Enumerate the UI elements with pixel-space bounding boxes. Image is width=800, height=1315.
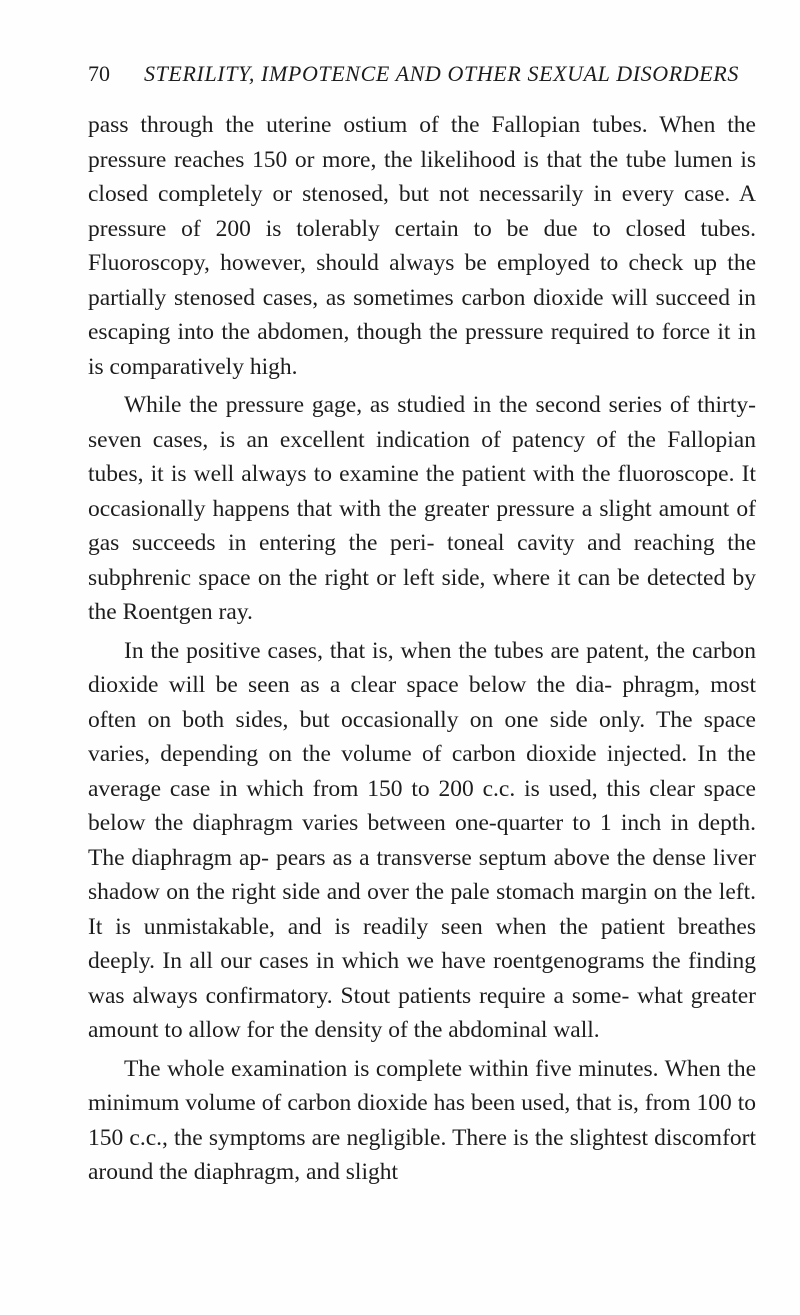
paragraph: The whole examination is complete within five minutes. When the minimum volume of carbon dioxide has been used, that is, from 100 to 150 c.c., the symptoms are negligible. There is the slightest discomfort around the diaphragm, and slight <box>88 1055 756 1185</box>
running-title: STERILITY, IMPOTENCE AND OTHER SEXUAL DISORDERS <box>144 61 739 86</box>
body-text <box>88 108 756 1190</box>
running-head <box>88 58 739 90</box>
page-number: 70 <box>88 61 110 86</box>
paragraph: While the pressure gage, as studied in the second series of thirty-seven cases, is an excellent indication of patency of the Fallopian tubes, it is well always to examine the patient with the fluoroscope. It occasionally happens that with the greater pressure a slight amount of gas succeeds in entering the peri- toneal cavity and reaching the subphrenic space on the right or left side, where it can be detected by the Roentgen ray. <box>88 392 756 625</box>
paragraph: In the positive cases, that is, when the tubes are patent, the carbon dioxide will be seen as a clear space below the dia- phragm, most often on both sides, but occasionally on one side only. The space varies, depending on the volume of carbon dioxide injected. In the average case in which from 150 to 200 c.c. is used, this clear space below the diaphragm varies between one-quarter to 1 inch in depth. The diaphragm ap- pears as a transverse septum above the dense liver shadow on the right side and over the pale stomach margin on the left. It is unmistakable, and is readily seen when the patient breathes deeply. In all our cases in which we have roentgenograms the finding was always confirmatory. Stout patients require a some- what greater amount to allow for the density of the abdominal wall. <box>88 637 756 1043</box>
paragraph-continued: pass through the uterine ostium of the Fallopian tubes. When the pressure reaches 150 or more, the likelihood is that the tube lumen is closed completely or stenosed, but not necessarily in every case. A pressure of 200 is tolerably certain to be due to closed tubes. Fluoroscopy, however, should always be employed to check up the partially stenosed cases, as sometimes carbon dioxide will succeed in escaping into the abdomen, though the pressure required to force it in is comparatively high. <box>88 112 756 380</box>
